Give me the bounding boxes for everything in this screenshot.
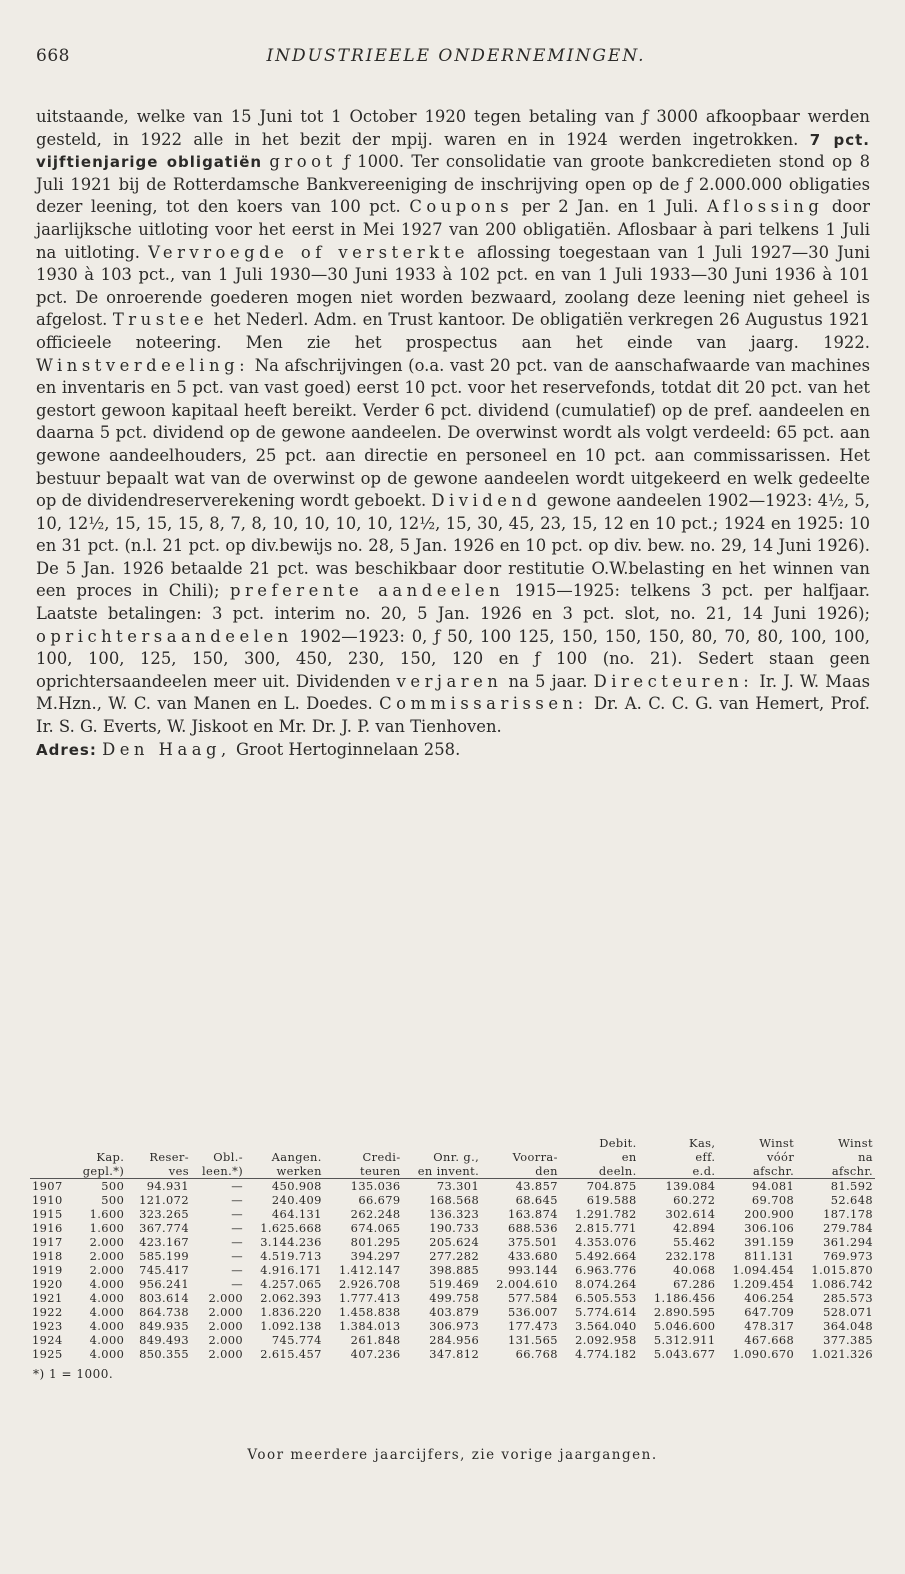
- table-cell: 2.000: [208, 1291, 244, 1305]
- table-cell: 4.916.171: [260, 1263, 322, 1277]
- body-text: [36, 106, 870, 761]
- table-header-cell: [191, 1136, 245, 1150]
- table-cell: 43.857: [515, 1179, 558, 1193]
- table-cell: 4.257.065: [260, 1277, 322, 1291]
- table-cell: 423.167: [139, 1235, 189, 1249]
- table-row: [30, 1179, 875, 1194]
- table-header-cell: werken: [245, 1164, 324, 1179]
- table-cell: 849.935: [139, 1319, 189, 1333]
- table-cell: 688.536: [507, 1221, 558, 1235]
- table-cell: 674.065: [350, 1221, 401, 1235]
- table-cell: 200.900: [744, 1207, 795, 1221]
- table-row: [30, 1277, 875, 1291]
- table-cell: 4.519.713: [260, 1249, 322, 1263]
- table-cell-year: 1918: [32, 1249, 63, 1263]
- table-cell: 528.071: [823, 1305, 873, 1319]
- table-header-cell: e.d.: [639, 1164, 718, 1179]
- table-header-cell: Debit.: [599, 1136, 637, 1150]
- table-cell: 6.963.776: [575, 1263, 637, 1277]
- table-cell: 5.774.614: [575, 1305, 637, 1319]
- text-segment: uitstaande, welke van 15 Juni tot 1 October 1920 tegen betaling van ƒ 3000 afkoopbaar werden gesteld, in 1922 alle in het bezit der mpij. waren en in 1924 werden ingetrokken.: [36, 107, 870, 149]
- financial-table: [30, 1136, 875, 1361]
- table-cell: 66.768: [515, 1347, 558, 1361]
- oprichters-label: oprichtersaandeelen: [36, 626, 293, 646]
- table-cell: 394.297: [350, 1249, 401, 1263]
- table-cell: 139.084: [665, 1179, 716, 1193]
- table-cell: 464.131: [271, 1207, 322, 1221]
- table-cell: 450.908: [271, 1179, 322, 1193]
- table-cell: 52.648: [830, 1193, 873, 1207]
- table-cell: 262.248: [350, 1207, 401, 1221]
- table-cell: 306.106: [744, 1221, 795, 1235]
- table-cell: 2.000: [208, 1347, 244, 1361]
- text-segment: ƒ 1000. Ter consolidatie van groote bankcredieten stond op 8 Juli 1921 bij de Rotterdamsche Bankvereeniging de inschrijving open op de ƒ 2.000.000 obligaties dezer leening, tot den koers van 100 pct.: [36, 152, 870, 217]
- table-row: [30, 1305, 875, 1319]
- table-cell: 4.000: [89, 1319, 125, 1333]
- table-cell: 811.131: [744, 1249, 795, 1263]
- table-cell: 619.588: [586, 1193, 637, 1207]
- table-cell: —: [231, 1193, 244, 1207]
- table-header-cell: [30, 1164, 72, 1179]
- table-cell: 1.090.670: [732, 1347, 795, 1361]
- table-cell: 1.412.147: [339, 1263, 401, 1277]
- table-cell: 4.774.182: [575, 1347, 637, 1361]
- table-cell: 745.417: [139, 1263, 189, 1277]
- table-cell: 81.592: [830, 1179, 873, 1193]
- table-header-cell: gepl.*): [72, 1164, 127, 1179]
- table-cell: 993.144: [507, 1263, 558, 1277]
- table-cell: 850.355: [139, 1347, 189, 1361]
- coupons-label: Coupons: [409, 197, 514, 217]
- table-cell: 406.254: [744, 1291, 795, 1305]
- text-segment: door jaarlijksche uitloting voor het eerst in Mei 1927 van 200 obligatiën. Aflosbaar à pari telkens 1 Juli na uitloting.: [36, 197, 870, 262]
- table-cell: 66.679: [358, 1193, 401, 1207]
- table-cell: 2.000: [208, 1319, 244, 1333]
- table-cell: 500: [101, 1193, 125, 1207]
- table-cell: —: [231, 1179, 244, 1193]
- table-cell: 499.758: [429, 1291, 480, 1305]
- table-cell: 3.144.236: [260, 1235, 322, 1249]
- table-cell: 5.043.677: [653, 1347, 716, 1361]
- adres-label: Adres:: [36, 740, 97, 759]
- table-cell: 1.015.870: [811, 1263, 873, 1277]
- table-header-cell: leen.*): [191, 1164, 245, 1179]
- table-cell: 519.469: [429, 1277, 480, 1291]
- table-cell: 647.709: [744, 1305, 795, 1319]
- table-cell: 500: [101, 1179, 125, 1193]
- table-cell: 849.493: [139, 1333, 189, 1347]
- text-segment: Dr. A. C. C. G. van Hemert, Prof. Ir. S. G. Everts, W. Jiskoot en Mr. Dr. J. P. van Tienhoven.: [36, 694, 871, 737]
- table-cell: 69.708: [751, 1193, 795, 1207]
- table-cell: —: [231, 1249, 244, 1263]
- table-cell: 1.086.742: [811, 1277, 873, 1291]
- table-cell: 1.458.838: [339, 1305, 401, 1319]
- table-header-cell: vóór: [766, 1150, 795, 1164]
- table-header-cell: en: [621, 1150, 637, 1164]
- table-cell-year: 1910: [32, 1193, 63, 1207]
- table-cell: 135.036: [350, 1179, 401, 1193]
- table-header-cell: afschr.: [796, 1164, 875, 1179]
- table-cell: 956.241: [139, 1277, 189, 1291]
- table-header-row: [30, 1150, 875, 1164]
- table-cell: 1.094.454: [732, 1263, 795, 1277]
- table-header-cell: Kap.: [96, 1150, 125, 1164]
- table-cell: 205.624: [429, 1235, 480, 1249]
- table-cell: 136.323: [429, 1207, 480, 1221]
- table-header-row: [30, 1136, 875, 1150]
- adres-street: Groot Hertoginnelaan 258.: [235, 739, 461, 759]
- preferente-label: preferente aandeelen: [229, 581, 505, 601]
- table-cell: 2.000: [89, 1263, 125, 1277]
- table-cell: 1.186.456: [653, 1291, 716, 1305]
- table-cell-year: 1907: [32, 1179, 63, 1193]
- table-footnote: *) 1 = 1000.: [33, 1367, 114, 1381]
- page-header: [36, 46, 876, 72]
- table-cell: 323.265: [139, 1207, 189, 1221]
- table-cell: 375.501: [507, 1235, 558, 1249]
- table-header-cell: [403, 1136, 482, 1150]
- table-cell: 177.473: [507, 1319, 558, 1333]
- table-cell-year: 1924: [32, 1333, 63, 1347]
- table-cell-year: 1923: [32, 1319, 63, 1333]
- trustee-label: Trustee: [112, 310, 209, 330]
- table-header-cell: Winst: [759, 1136, 795, 1150]
- groot-label: groot: [269, 152, 337, 172]
- table-header-cell: Voorra-: [512, 1150, 558, 1164]
- table-cell: 42.894: [673, 1221, 716, 1235]
- table-cell: 284.956: [429, 1333, 480, 1347]
- dividend-label: Dividend: [431, 491, 542, 511]
- table-cell: 279.784: [823, 1221, 873, 1235]
- table-cell: 187.178: [823, 1207, 873, 1221]
- table-row: [30, 1347, 875, 1361]
- table-header-cell: na: [858, 1150, 873, 1164]
- table-header-cell: ves: [126, 1164, 191, 1179]
- table-row: [30, 1193, 875, 1207]
- table-header-cell: [72, 1136, 127, 1150]
- table-cell: 4.000: [89, 1277, 125, 1291]
- table-header-cell: [481, 1136, 560, 1150]
- table-header-cell: afschr.: [717, 1164, 796, 1179]
- table-cell: 2.004.610: [496, 1277, 558, 1291]
- table-header-cell: Kas,: [689, 1136, 716, 1150]
- table-cell: 4.000: [89, 1291, 125, 1305]
- text-segment: Na afschrijvingen (o.a. vast 20 pct. van de aanschafwaarde van machines en inventaris en 5 pct. van vast goed) eerst 10 pct. voor het reservefonds, totdat dit 20 pct. van het gestort gewoon kapitaal heeft bereikt. Verder 6 pct. dividend (cumulatief) op de pref. aandeelen en daarna 5 pct. dividend op de gewone aandeelen. De overwinst wordt als volgt verdeeld: 65 pct. aan gewone aandeelhouders, 25 pct. aan directie en personeel en 10 pct. aan commissarissen. Het bestuur bepaalt wat van de overwinst op de gewone aandeelen wordt uitgekeerd en welk gedeelte op de dividendreserverekening wordt geboekt.: [36, 355, 871, 511]
- table-cell: 398.885: [429, 1263, 480, 1277]
- table-cell: 536.007: [507, 1305, 558, 1319]
- table-cell: 1.600: [89, 1207, 125, 1221]
- table-row: [30, 1333, 875, 1347]
- table-cell: 769.973: [823, 1249, 873, 1263]
- table-cell-year: 1921: [32, 1291, 63, 1305]
- table-header-cell: deeln.: [560, 1164, 639, 1179]
- table-header-cell: [30, 1136, 72, 1150]
- table-cell: 302.614: [665, 1207, 716, 1221]
- adres-city: Den Haag,: [102, 739, 231, 759]
- table-cell: 364.048: [823, 1319, 873, 1333]
- table-cell: —: [231, 1207, 244, 1221]
- table-cell: 704.875: [586, 1179, 637, 1193]
- table-cell: 1.384.013: [339, 1319, 401, 1333]
- table-row: [30, 1249, 875, 1263]
- table-cell: 745.774: [271, 1333, 322, 1347]
- table-cell: 2.926.708: [339, 1277, 401, 1291]
- table-cell: 577.584: [507, 1291, 558, 1305]
- text-segment: aflossing toegestaan van 1 Juli 1927—30 Juni 1930 à 103 pct., van 1 Juli 1930—30 Juni 1933 à 102 pct. en van 1 Juli 1933—30 Juni 1936 à 101 pct. De onroerende goederen mogen niet worden bezwaard, zoolang deze leening niet geheel is afgelost.: [36, 242, 871, 330]
- table-cell: 163.874: [507, 1207, 558, 1221]
- verjaren-label: verjaren: [396, 671, 503, 691]
- table-cell: 4.000: [89, 1333, 125, 1347]
- table-cell: 1.291.782: [575, 1207, 637, 1221]
- table-header-cell: den: [481, 1164, 560, 1179]
- table-body: [30, 1179, 875, 1362]
- table-header-cell: Credi-: [362, 1150, 401, 1164]
- vervroegde-label: Vervroegde of versterkte: [148, 242, 469, 262]
- table-cell-year: 1916: [32, 1221, 63, 1235]
- table-header-cell: en invent.: [403, 1164, 482, 1179]
- table-cell: 803.614: [139, 1291, 189, 1305]
- aflossing-label: Aflossing: [707, 197, 824, 217]
- table-header-cell: [30, 1150, 72, 1164]
- table-cell: 391.159: [744, 1235, 795, 1249]
- loan-heading: 7 pct. vijftienjarige obligatiën: [36, 130, 870, 172]
- table-cell: 1.625.668: [260, 1221, 322, 1235]
- table-cell-year: 1920: [32, 1277, 63, 1291]
- table-cell: 67.286: [673, 1277, 716, 1291]
- table-header-cell: [126, 1136, 191, 1150]
- table-cell: 585.199: [139, 1249, 189, 1263]
- table-cell: 73.301: [436, 1179, 480, 1193]
- text-segment: gewone aandeelen 1902—1923: 4½, 5, 10, 12½, 15, 15, 15, 8, 7, 8, 10, 10, 10, 10, 12½, 15, 30, 45, 23, 15, 12 en 10 pct.; 1924 en 1925: 10 en 31 pct. (n.l. 21 pct. op div.bewijs no. 28, 5 Jan. 1926 en 10 pct. op div. bew. no. 29, 14 Juni 1926). De 5 Jan. 1926 betaalde 21 pct. was beschikbaar door restitutie O.W.belasting en het winnen van een proces in Chili);: [36, 491, 871, 601]
- table-cell: 2.000: [208, 1333, 244, 1347]
- table-cell: 8.074.264: [575, 1277, 637, 1291]
- commissarissen-label: Commissarissen:: [379, 694, 588, 714]
- table-cell: 1.600: [89, 1221, 125, 1235]
- table-header-cell: teuren: [324, 1164, 403, 1179]
- table-cell: 5.312.911: [653, 1333, 716, 1347]
- table-header-cell: [324, 1136, 403, 1150]
- table-cell-year: 1915: [32, 1207, 63, 1221]
- table-cell: —: [231, 1277, 244, 1291]
- table-cell: 1.836.220: [260, 1305, 322, 1319]
- table-cell: 2.000: [89, 1249, 125, 1263]
- table-cell: 277.282: [429, 1249, 480, 1263]
- table-cell: 94.081: [751, 1179, 795, 1193]
- table-cell: 2.000: [89, 1235, 125, 1249]
- table-cell-year: 1922: [32, 1305, 63, 1319]
- table-cell: 367.774: [139, 1221, 189, 1235]
- table-row: [30, 1319, 875, 1333]
- table-cell: 2.062.393: [260, 1291, 322, 1305]
- table-cell: 801.295: [350, 1235, 401, 1249]
- text-segment: 1915—1925: telkens 3 pct. per halfjaar. Laatste betalingen: 3 pct. interim no. 20, 5 Jan. 1926 en 3 pct. slot, no. 21, 14 Juni 1926);: [36, 581, 870, 624]
- table-row: [30, 1207, 875, 1221]
- table-cell: 306.973: [429, 1319, 480, 1333]
- table-cell: 1.777.413: [339, 1291, 401, 1305]
- table-header-cell: Aangen.: [271, 1150, 322, 1164]
- table-cell: 121.072: [139, 1193, 189, 1207]
- table-cell: 232.178: [665, 1249, 716, 1263]
- table-cell: 5.046.600: [653, 1319, 716, 1333]
- table-cell: 478.317: [744, 1319, 795, 1333]
- table-cell: 864.738: [139, 1305, 189, 1319]
- table-cell: —: [231, 1221, 244, 1235]
- text-segment: na 5 jaar.: [508, 671, 588, 691]
- table-cell-year: 1919: [32, 1263, 63, 1277]
- page-number: 668: [36, 46, 70, 66]
- table-cell: 168.568: [429, 1193, 480, 1207]
- table-cell-year: 1917: [32, 1235, 63, 1249]
- table-cell: 407.236: [350, 1347, 401, 1361]
- table-cell: 190.733: [429, 1221, 480, 1235]
- table-cell: 403.879: [429, 1305, 480, 1319]
- table-header-cell: eff.: [695, 1150, 716, 1164]
- table-header-row: [30, 1164, 875, 1179]
- table-cell: 2.815.771: [575, 1221, 637, 1235]
- table-header-cell: Obl.-: [213, 1150, 244, 1164]
- table-cell: 131.565: [507, 1333, 558, 1347]
- table-cell: —: [231, 1235, 244, 1249]
- text-segment: Ir. J. W. Maas M.Hzn., W. C. van Manen en L. Doedes.: [36, 671, 871, 714]
- table-cell: 5.492.664: [575, 1249, 637, 1263]
- table-cell: 2.890.595: [653, 1305, 716, 1319]
- table-cell: 240.409: [271, 1193, 322, 1207]
- table-row: [30, 1263, 875, 1277]
- table-cell: 433.680: [507, 1249, 558, 1263]
- table-row: [30, 1291, 875, 1305]
- table-cell: 6.505.553: [575, 1291, 637, 1305]
- text-segment: het Nederl. Adm. en Trust kantoor. De obligatiën verkregen 26 Augustus 1921 officieele noteering. Men zie het prospectus aan het einde van jaarg. 1922.: [36, 310, 871, 352]
- table-cell: 4.000: [89, 1347, 125, 1361]
- table-cell: 2.615.457: [260, 1347, 322, 1361]
- text-segment: per 2 Jan. en 1 Juli.: [521, 197, 699, 217]
- directeuren-label: Directeuren:: [593, 671, 754, 691]
- financial-table-wrap: [30, 1136, 875, 1361]
- table-cell: 4.000: [89, 1305, 125, 1319]
- table-header-cell: [245, 1136, 324, 1150]
- table-cell: 60.272: [673, 1193, 716, 1207]
- table-row: [30, 1235, 875, 1249]
- table-cell: 261.848: [350, 1333, 401, 1347]
- table-cell: —: [231, 1263, 244, 1277]
- text-segment: 1902—1923: 0, ƒ 50, 100 125, 150, 150, 150, 80, 70, 80, 100, 100, 100, 100, 125, 150, 300, 450, 230, 150, 120 en ƒ 100 (no. 21). Sedert staan geen oprichtersaandeelen meer uit. Dividenden: [36, 626, 870, 691]
- table-cell: 1.092.138: [260, 1319, 322, 1333]
- table-cell: 94.931: [146, 1179, 189, 1193]
- table-cell: 377.385: [823, 1333, 873, 1347]
- table-cell: 285.573: [823, 1291, 873, 1305]
- table-cell: 1.021.326: [811, 1347, 873, 1361]
- table-header-cell: Winst: [838, 1136, 873, 1150]
- table-cell: 467.668: [744, 1333, 795, 1347]
- table-cell: 361.294: [823, 1235, 873, 1249]
- table-header-cell: Onr. g.,: [433, 1150, 480, 1164]
- table-cell: 40.068: [673, 1263, 716, 1277]
- table-cell-year: 1925: [32, 1347, 63, 1361]
- table-cell: 55.462: [673, 1235, 716, 1249]
- table-cell: 2.092.958: [575, 1333, 637, 1347]
- running-title: INDUSTRIEELE ONDERNEMINGEN.: [266, 46, 646, 66]
- winstverdeeling-label: Winstverdeeling:: [36, 355, 250, 375]
- table-header-cell: Reser-: [149, 1150, 189, 1164]
- table-cell: 347.812: [429, 1347, 480, 1361]
- table-row: [30, 1221, 875, 1235]
- table-cell: 4.353.076: [575, 1235, 637, 1249]
- table-cell: 2.000: [208, 1305, 244, 1319]
- table-cell: 1.209.454: [732, 1277, 795, 1291]
- table-cell: 68.645: [515, 1193, 558, 1207]
- table-cell: 3.564.040: [575, 1319, 637, 1333]
- bottom-note: Voor meerdere jaarcijfers, zie vorige jaargangen.: [247, 1447, 658, 1463]
